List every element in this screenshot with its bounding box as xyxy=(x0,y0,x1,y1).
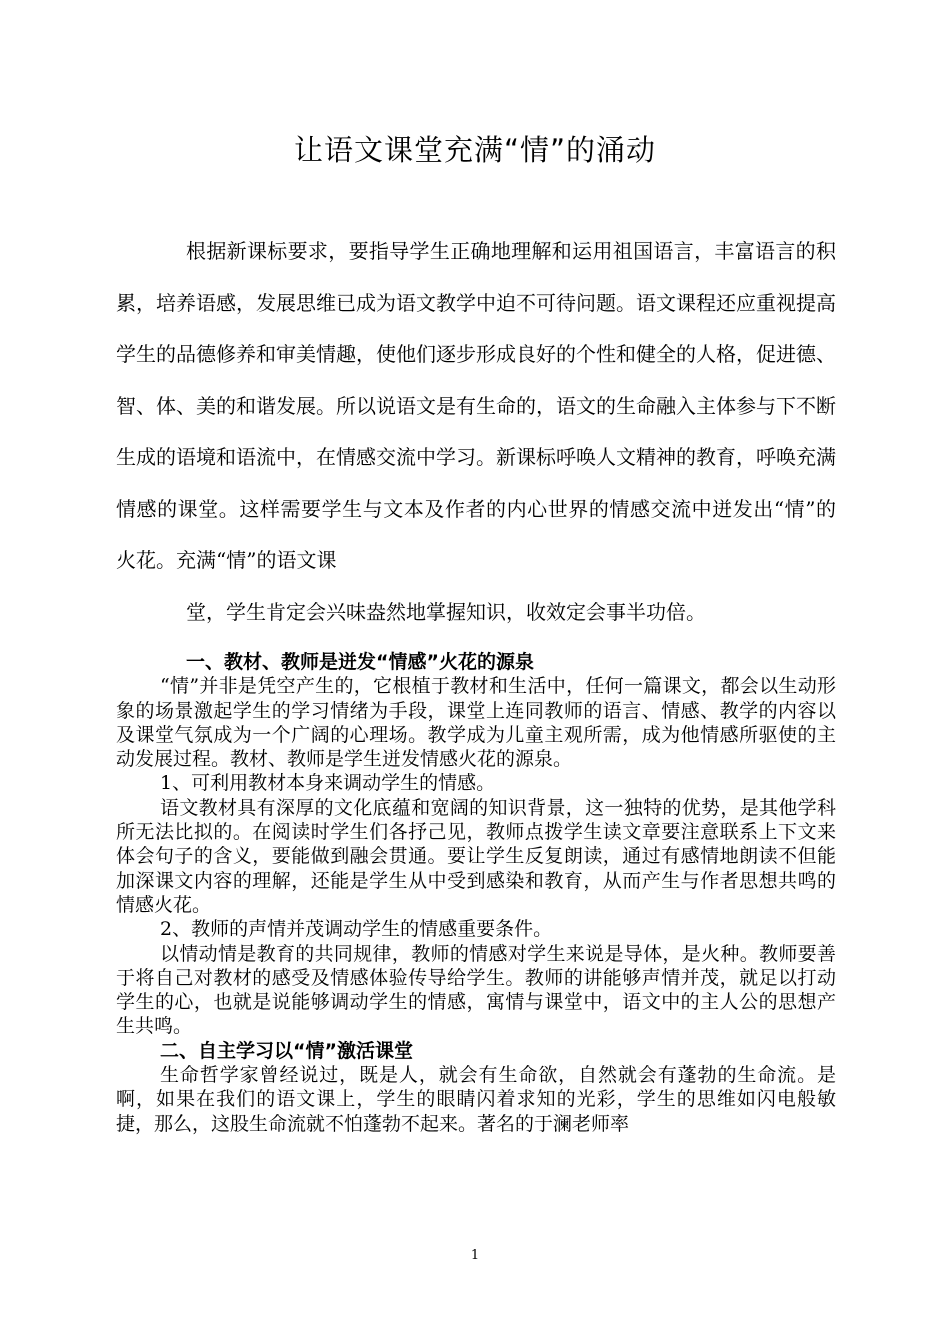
paragraph-2: 语文教材具有深厚的文化底蕴和宽阔的知识背景，这一独特的优势，是其他学科所无法比拟的。在阅读时学生们各抒己见，教师点拨学生读文章要注意联系上下文来体会句子的含义，要能做到融会贯通。要让学生反复朗读，通过有感情地朗读不但能加深课文内容的理解，还能是学生从中受到感染和教育，从而产生与作者思想共鸣的情感火花。 xyxy=(116,796,836,916)
intro-section xyxy=(116,226,836,638)
section-heading-1: 一、教材、教师是迸发“情感”火花的源泉 xyxy=(186,651,534,673)
section-heading-2: 二、自主学习以“情”激活课堂 xyxy=(160,1039,413,1062)
intro-paragraph: 根据新课标要求，要指导学生正确地理解和运用祖国语言，丰富语言的积累，培养语感，发展思维已成为语文教学中迫不可待问题。语文课程还应重视提高学生的品德修养和审美情趣，使他们逐步形成良好的个性和健全的人格，促进德、智、体、美的和谐发展。所以说语文是有生命的，语文的生命融入主体参与下不断生成的语境和语流中，在情感交流中学习。新课标呼唤人文精神的教育，呼唤充满情感的课堂。这样需要学生与文本及作者的内心世界的情感交流中迸发出“情”的火花。充满“情”的语文课 xyxy=(116,239,836,572)
body-section xyxy=(116,650,836,1136)
intro-paragraph-tail: 堂，学生肯定会兴味盎然地掌握知识，收效定会事半功倍。 xyxy=(186,599,706,624)
subheading-2: 2、教师的声情并茂调动学生的情感重要条件。 xyxy=(160,918,553,941)
paragraph-3: 以情动情是教育的共同规律，教师的情感对学生来说是导体，是火种。教师要善于将自己对教材的感受及情感体验传导给学生。教师的讲能够声情并茂，就足以打动学生的心，也就是说能够调动学生的情感，寓情与课堂中，语文中的主人公的思想产生共鸣。 xyxy=(116,942,836,1038)
paragraph-4: 生命哲学家曾经说过，既是人，就会有生命欲，自然就会有蓬勃的生命流。是啊，如果在我们的语文课上，学生的眼睛闪着求知的光彩，学生的思维如闪电般敏捷，那么，这股生命流就不怕蓬勃不起来。著名的于澜老师率 xyxy=(116,1064,836,1135)
page-number: 1 xyxy=(470,1248,480,1263)
document-title: 让语文课堂充满“情”的涌动 xyxy=(293,133,657,167)
paragraph-1: “情”并非是凭空产生的，它根植于教材和生活中，任何一篇课文，都会以生动形象的场景激起学生的学习情绪为手段，课堂上连同教师的语言、情感、教学的内容以及课堂气氛成为一个广阔的心理场。教学成为儿童主观所需，成为他情感所驱使的主动发展过程。教材、教师是学生迸发情感火花的源泉。 xyxy=(116,675,836,771)
subheading-1: 1、可利用教材本身来调动学生的情感。 xyxy=(160,772,496,795)
